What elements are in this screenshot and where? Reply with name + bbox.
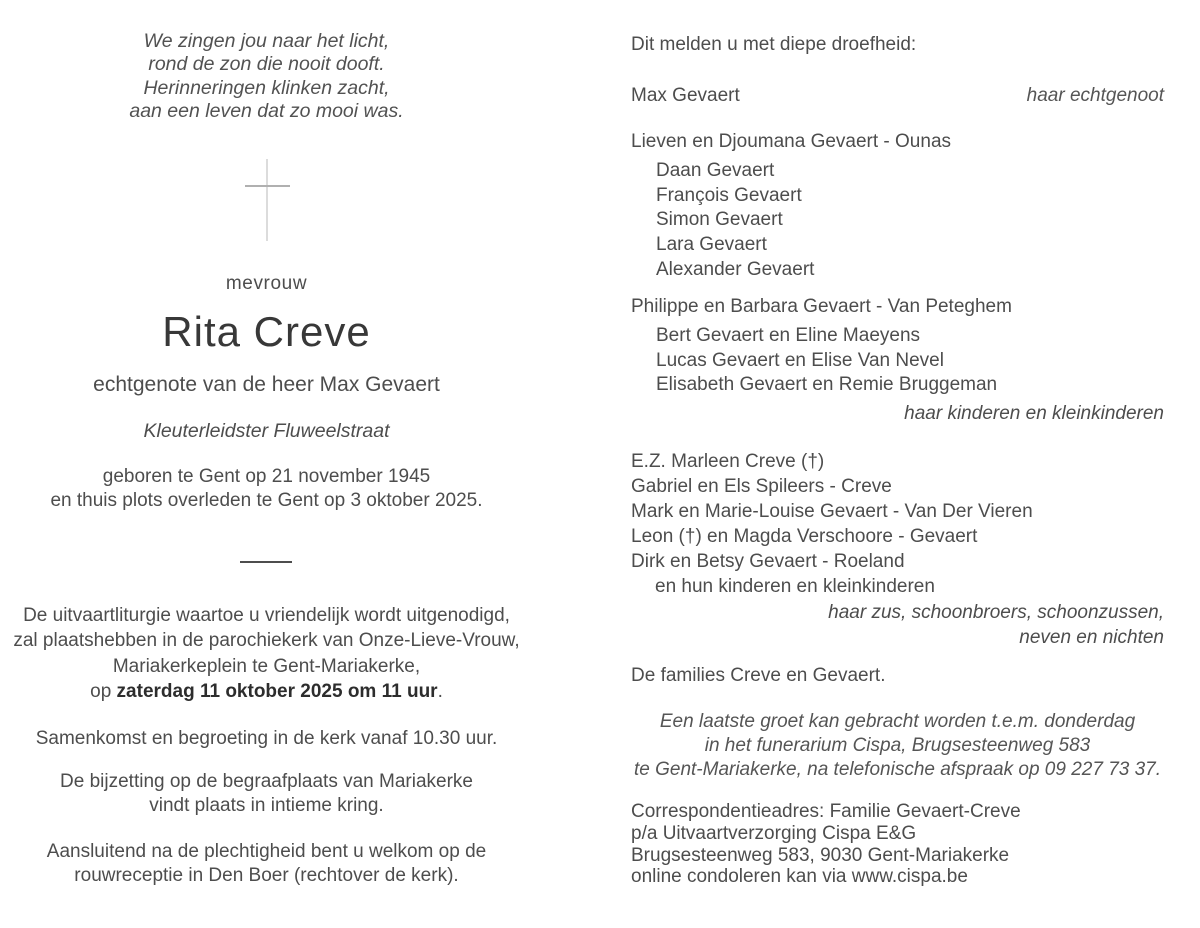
family-group: [631, 130, 1164, 283]
cross-icon: [266, 159, 268, 241]
text-line: Simon Gevaert: [656, 209, 783, 231]
funeral-date: zaterdag 11 oktober 2025 om 11 uur: [116, 680, 438, 702]
text-line: Mariakerkeplein te Gent-Mariakerke,: [112, 655, 421, 677]
family-group-head: Lieven en Djoumana Gevaert - Ounas: [631, 131, 952, 152]
text-line: in het funerarium Cispa, Brugsesteenweg 583: [704, 735, 1091, 757]
text-line: Daan Gevaert: [656, 159, 775, 181]
text-line: te Gent-Mariakerke, na telefonische afspraak op 09 227 73 37.: [633, 759, 1162, 781]
text-line: Bert Gevaert en Eline Maeyens: [656, 324, 921, 346]
funeral-date-prefix: op: [90, 680, 117, 702]
text-line: E.Z. Marleen Creve (†): [631, 451, 825, 472]
text-line: Leon (†) en Magda Verschoore - Gevaert: [631, 525, 978, 547]
burial-note: [0, 770, 533, 817]
visitation-note: [631, 710, 1164, 783]
text-line: Mark en Marie-Louise Gevaert - Van Der Vieren: [631, 500, 1033, 522]
text-line: rond de zon die nooit dooft.: [148, 53, 385, 76]
reception-note: [0, 840, 533, 887]
text-line: p/a Uitvaartverzorging Cispa E&G: [631, 822, 917, 844]
profession-line: Kleuterleidster Fluweelstraat: [143, 420, 390, 442]
text-line: zal plaatshebben in de parochiekerk van Onze-Lieve-Vrouw,: [13, 630, 520, 652]
funeral-invitation: [0, 603, 533, 704]
funeral-date-line: [0, 679, 533, 704]
text-line: neven en nichten: [1019, 626, 1164, 648]
text-line: Correspondentieadres: Familie Gevaert-Creve: [631, 801, 1021, 822]
text-line: haar zus, schoonbroers, schoonzussen,: [828, 602, 1164, 623]
text-line: Alexander Gevaert: [656, 258, 815, 280]
funeral-date-suffix: .: [437, 680, 443, 702]
children-caption: haar kinderen en kleinkinderen: [904, 403, 1164, 424]
family-group-children: [656, 324, 1164, 398]
family-group: [631, 295, 1164, 398]
section-divider: [240, 561, 292, 563]
family-group-children: [656, 159, 1164, 283]
text-line: rouwreceptie in Den Boer (rechtover de kerk).: [74, 864, 459, 886]
relation-line: echtgenote van de heer Max Gevaert: [93, 373, 440, 396]
salutation: mevrouw: [225, 273, 308, 294]
text-line: Herinneringen klinken zacht,: [143, 76, 390, 99]
text-line: De uitvaartliturgie waartoe u vriendelijk wordt uitgenodigd,: [23, 605, 510, 626]
correspondence-block: [631, 801, 1164, 888]
text-line: François Gevaert: [656, 184, 802, 206]
relatives-list: [631, 450, 1164, 599]
text-line: vindt plaats in intieme kring.: [149, 794, 384, 816]
funeral-invitation-lines: [0, 603, 533, 679]
cross-horizontal-bar: [245, 185, 290, 187]
left-page: [0, 0, 533, 928]
text-line: De bijzetting op de begraafplaats van Mariakerke: [60, 771, 473, 792]
text-line: We zingen jou naar het licht,: [143, 30, 390, 52]
text-line: Aansluitend na de plechtigheid bent u welkom op de: [46, 841, 487, 862]
text-line: en thuis plots overleden te Gent op 3 oktober 2025.: [50, 489, 483, 511]
text-line: Brugsesteenweg 583, 9030 Gent-Mariakerke: [631, 844, 1010, 866]
deceased-name: Rita Creve: [162, 308, 371, 355]
text-line: Lucas Gevaert en Elise Van Nevel: [656, 349, 944, 371]
gathering-line: Samenkomst en begroeting in de kerk vanaf 10.30 uur.: [35, 728, 498, 749]
text-line: Dirk en Betsy Gevaert - Roeland: [631, 550, 905, 572]
text-line: Lara Gevaert: [656, 234, 767, 256]
poem: [0, 30, 533, 123]
cross-vertical-bar: [266, 159, 268, 241]
relatives-lines: [631, 450, 1164, 575]
relatives-extra-line: en hun kinderen en kleinkinderen: [655, 575, 935, 597]
text-line: Gabriel en Els Spileers - Creve: [631, 475, 892, 497]
families-line: De families Creve en Gevaert.: [631, 665, 886, 686]
birth-death-lines: [0, 465, 533, 512]
text-line: Een laatste groet kan gebracht worden t.e.m. donderdag: [659, 711, 1136, 732]
text-line: geboren te Gent op 21 november 1945: [102, 466, 431, 487]
text-line: Elisabeth Gevaert en Remie Bruggeman: [656, 374, 998, 396]
relatives-caption: [631, 601, 1164, 650]
spouse-row: [631, 85, 1164, 107]
text-line: aan een leven dat zo mooi was.: [129, 99, 404, 122]
announcement-header: Dit melden u met diepe droefheid:: [631, 34, 917, 55]
spouse-name: Max Gevaert: [631, 85, 740, 106]
text-line: online condoleren kan via www.cispa.be: [631, 866, 968, 888]
spouse-caption: haar echtgenoot: [1026, 85, 1164, 106]
right-page: [631, 0, 1164, 928]
family-group-head: Philippe en Barbara Gevaert - Van Peteghem: [631, 296, 1012, 317]
